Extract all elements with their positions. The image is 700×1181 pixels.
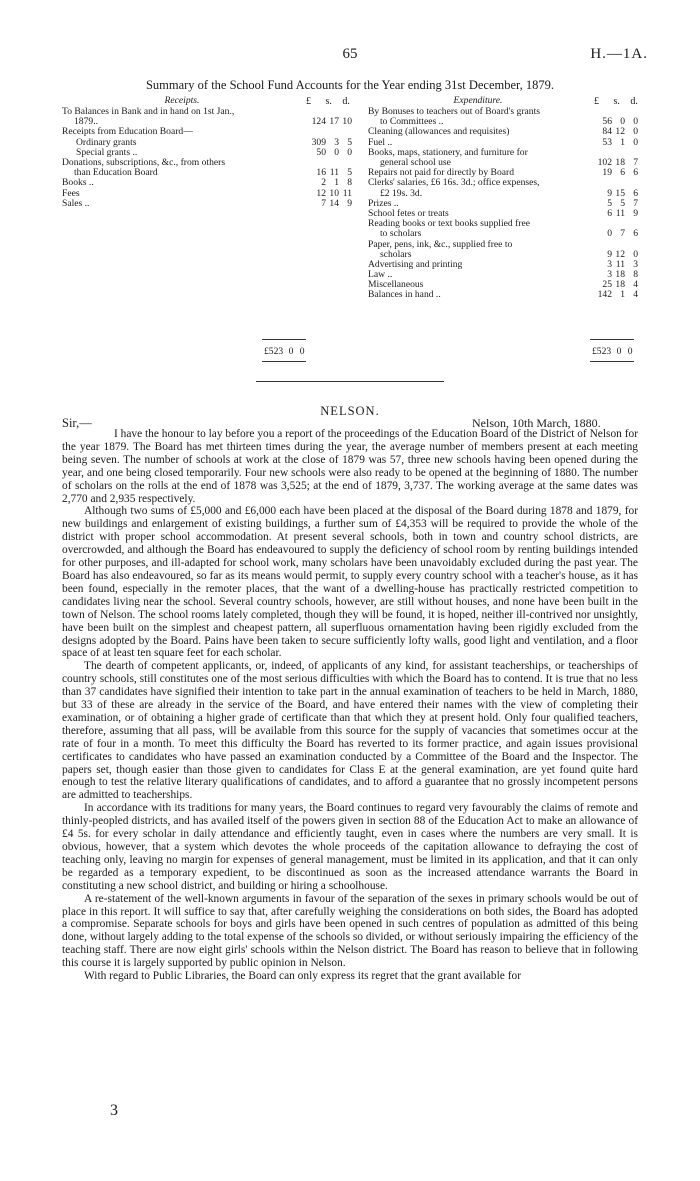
account-row-label-continuation: to scholars bbox=[380, 228, 422, 240]
amount-pence: 3 bbox=[633, 258, 638, 270]
amount-pence: 6 bbox=[633, 228, 638, 240]
account-row bbox=[368, 127, 640, 137]
report-paragraph: I have the honour to lay before you a report of the proceedings of the Education Board of the District of Nelson for the year 1879. The Board has met thirteen times during the year, the average number of members present at each meeting being seven. The number of schools at work at the close of 1879 was 57, three new schools having been opened during the year, and one being closed temporarily. Four new schools were also ready to be opened at the beginning of 1880. The number of scholars on the rolls at the end of 1878 was 3,525; at the end of 1879, 3,737. The working average at the same dates was 2,770 and 2,935 respectively. bbox=[62, 428, 638, 505]
account-row-label-continuation: £2 19s. 3d. bbox=[380, 187, 423, 199]
account-row-amount bbox=[590, 127, 638, 137]
account-row-label-text: Miscellaneous bbox=[368, 279, 424, 291]
amount-shillings: 0 bbox=[334, 146, 339, 158]
account-row bbox=[368, 219, 640, 239]
account-row-amount bbox=[590, 229, 638, 239]
account-row-amount bbox=[304, 117, 352, 127]
account-row bbox=[62, 199, 354, 209]
account-row-label-text: Fees bbox=[62, 187, 80, 199]
expenditure-total-rule bbox=[590, 339, 634, 340]
pence-header: d. bbox=[630, 96, 638, 107]
amount-shillings: 1 bbox=[620, 136, 625, 148]
account-row-label-text: By Bonuses to teachers out of Board's grants bbox=[368, 106, 540, 117]
amount-pounds: 9 bbox=[607, 248, 612, 260]
report-paragraph: The dearth of competent applicants, or, indeed, of applicants of any kind, for assistant teacherships, or teacherships of country schools, still constitutes one of the most serious difficulties with which the Board has to contend. It is true that no less than 37 candidates have signified their intention to take part in the annual examination of teachers to be held in March, 1880, but 33 of these are already in the service of the Board, and have entered their names with the view of completing their examination, or of obtaining a higher grade of certificate than that which they at present hold. Only four qualified teachers, therefore, assuming that all pass, will be available from this source for the supply of vacancies that sometimes occur at the rate of four in a month. To meet this difficulty the Board has reverted to its former practice, and again issues provisional certificates to candidates who have passed an examination conducted by a Committee of the Board and the Inspector. The papers set, though easier than those given to candidates for Class E at the general examination, are yet found quite hard enough to test the relative literary qualifications of candidates, and to afford a guarantee that no grossly incompetent persons are admitted to teacherships. bbox=[62, 660, 638, 802]
expenditure-account bbox=[368, 96, 640, 301]
pound-header: £ bbox=[594, 96, 599, 107]
account-row-label-continuation: to Committees .. bbox=[380, 116, 444, 128]
amount-shillings: 12 bbox=[615, 126, 625, 138]
account-row bbox=[62, 158, 354, 178]
amount-pence: 0 bbox=[347, 146, 352, 158]
signature-mark: 3 bbox=[110, 1102, 118, 1119]
amount-pence: 0 bbox=[633, 136, 638, 148]
account-row-amount bbox=[304, 148, 352, 158]
account-row-label bbox=[368, 290, 584, 300]
receipts-total-pounds: £523 bbox=[264, 346, 284, 357]
pence-header: d. bbox=[342, 96, 350, 107]
amount-pounds: 56 bbox=[602, 116, 612, 128]
account-row-label-text: Sales .. bbox=[62, 197, 90, 209]
amount-shillings: 0 bbox=[620, 116, 625, 128]
amount-pence: 6 bbox=[633, 167, 638, 179]
amount-pounds: 3 bbox=[607, 258, 612, 270]
account-row-amount bbox=[590, 209, 638, 219]
shilling-header: s. bbox=[613, 96, 620, 107]
amount-pence: 9 bbox=[633, 207, 638, 219]
receipts-rows bbox=[62, 107, 354, 209]
account-row-label-text: Reading books or text books supplied free bbox=[368, 218, 530, 230]
amount-shillings: 7 bbox=[620, 228, 625, 240]
amount-pence: 5 bbox=[347, 167, 352, 179]
receipts-total-pence: 0 bbox=[299, 346, 305, 357]
receipts-heading: Receipts. bbox=[164, 95, 200, 106]
account-row bbox=[368, 240, 640, 260]
amount-shillings: 1 bbox=[620, 289, 625, 301]
account-row-amount bbox=[590, 260, 638, 270]
account-row-label-text: Law .. bbox=[368, 269, 393, 281]
account-row-label-text: Books, maps, stationery, and furniture for bbox=[368, 146, 528, 158]
account-row-label-continuation: general school use bbox=[380, 156, 451, 168]
amount-pounds: 2 bbox=[321, 177, 326, 189]
account-row-amount bbox=[590, 138, 638, 148]
receipts-total-rule bbox=[262, 339, 306, 340]
amount-shillings: 5 bbox=[620, 197, 625, 209]
account-row-label bbox=[368, 240, 584, 260]
account-row bbox=[368, 178, 640, 198]
amount-pounds: 309 bbox=[311, 136, 326, 148]
account-row-label-text: Clerks' salaries, £6 16s. 3d.; office expenses, bbox=[368, 177, 540, 189]
amount-pounds: 6 bbox=[607, 207, 612, 219]
amount-shillings: 18 bbox=[615, 279, 625, 291]
account-row bbox=[62, 178, 354, 188]
account-row-label bbox=[62, 199, 298, 209]
amount-pounds: 9 bbox=[607, 187, 612, 199]
amount-pounds: 53 bbox=[602, 136, 612, 148]
report-title: NELSON. bbox=[320, 404, 380, 418]
amount-shillings: 1 bbox=[334, 177, 339, 189]
amount-pence: 9 bbox=[347, 197, 352, 209]
account-row-label bbox=[368, 178, 584, 198]
account-row-label-continuation: 1879.. bbox=[74, 116, 98, 128]
page-number: 65 bbox=[342, 46, 358, 62]
account-row-label bbox=[62, 178, 298, 188]
receipts-total-shillings: 0 bbox=[288, 346, 294, 357]
account-row-label bbox=[62, 189, 298, 199]
amount-shillings: 11 bbox=[615, 207, 625, 219]
document-reference: H.—1A. bbox=[590, 46, 648, 62]
account-row-label bbox=[368, 260, 584, 270]
account-row bbox=[62, 107, 354, 127]
amount-pence: 4 bbox=[633, 279, 638, 291]
amount-pence: 0 bbox=[633, 126, 638, 138]
amount-shillings: 11 bbox=[615, 258, 625, 270]
expenditure-heading: Expenditure. bbox=[453, 95, 503, 106]
report-paragraph: Although two sums of £5,000 and £6,000 each have been placed at the disposal of the Board during 1878 and 1879, for new buildings and enlargement of existing buildings, a further sum of £4,353 will be required to provide the whole of the district with proper school accommodation. At present several schools, both in town and country school districts, are overcrowded, and although the Board has endeavoured to supply the deficiency of school room by renting buildings intended for other purposes, and ill-adapted for school work, many scholars have been unavoidably excluded during the past year. The Board has also endeavoured, so far as its means would permit, to supply every country school with a teacher's house, as it has been found, especially in the remoter places, that the want of a dwelling-house has practically restricted competition to candidates living near the school. Several country schools, however, are still without houses, and none have been built in the town of Nelson. The school rooms lately completed, though they will be found, it is hoped, neither ill-contrived nor unsightly, have been built on the simplest and cheapest pattern, all superfluous ornamentation having been rigidly excluded from the designs adopted by the Board. Pains have been taken to secure sufficiently lofty walls, good light and ventilation, and a floor space of at least ten square feet for each scholar. bbox=[62, 505, 638, 660]
amount-pence: 4 bbox=[633, 289, 638, 301]
account-row-label bbox=[368, 219, 584, 239]
account-row-amount bbox=[590, 158, 638, 168]
account-row-amount bbox=[590, 199, 638, 209]
amount-shillings: 3 bbox=[334, 136, 339, 148]
amount-pence: 11 bbox=[342, 187, 352, 199]
account-row-amount bbox=[590, 168, 638, 178]
expenditure-rows bbox=[368, 107, 640, 301]
account-row-label-continuation: scholars bbox=[380, 248, 412, 260]
account-row-label-text: Cleaning (allowances and requisites) bbox=[368, 126, 510, 138]
account-row-amount bbox=[304, 138, 352, 148]
account-row-label-text: Advertising and printing bbox=[368, 258, 463, 270]
amount-pence: 7 bbox=[633, 156, 638, 168]
amount-pounds: 142 bbox=[597, 289, 612, 301]
account-row-label bbox=[368, 107, 584, 127]
amount-pounds: 50 bbox=[316, 146, 326, 158]
amount-shillings: 18 bbox=[615, 269, 625, 281]
account-row-label-text: Balances in hand .. bbox=[368, 289, 441, 301]
expenditure-total-shillings: 0 bbox=[616, 346, 622, 357]
account-row bbox=[368, 148, 640, 168]
amount-pence: 6 bbox=[633, 187, 638, 199]
amount-shillings: 6 bbox=[620, 167, 625, 179]
amount-pounds: 102 bbox=[597, 156, 612, 168]
amount-shillings: 14 bbox=[329, 197, 339, 209]
account-row-label-text: Ordinary grants bbox=[76, 136, 137, 148]
amount-pounds: 12 bbox=[316, 187, 326, 199]
account-row-label bbox=[368, 127, 584, 137]
section-divider bbox=[256, 381, 444, 382]
amount-pounds: 5 bbox=[607, 197, 612, 209]
amount-pence: 10 bbox=[342, 116, 352, 128]
amount-pounds: 124 bbox=[311, 116, 326, 128]
account-row-label-text: Fuel .. bbox=[368, 136, 393, 148]
account-row-label-text: School fetes or treats bbox=[368, 207, 449, 219]
shilling-header: s. bbox=[325, 96, 332, 107]
amount-pounds: 0 bbox=[607, 228, 612, 240]
amount-pounds: 84 bbox=[602, 126, 612, 138]
amount-pence: 5 bbox=[347, 136, 352, 148]
report-body bbox=[62, 428, 638, 983]
account-row-label-text: Paper, pens, ink, &c., supplied free to bbox=[368, 238, 513, 250]
amount-pounds: 25 bbox=[602, 279, 612, 291]
amount-shillings: 10 bbox=[329, 187, 339, 199]
summary-title: Summary of the School Fund Accounts for the Year ending 31st December, 1879. bbox=[145, 78, 555, 92]
account-row-amount bbox=[590, 250, 638, 260]
account-row-amount bbox=[304, 168, 352, 178]
expenditure-total-pounds: £523 bbox=[592, 346, 612, 357]
expenditure-total-pence: 0 bbox=[627, 346, 633, 357]
account-row-label-text: To Balances in Bank and in hand on 1st Jan., bbox=[62, 106, 235, 117]
account-row-label-text: Donations, subscriptions, &c., from others bbox=[62, 156, 226, 168]
amount-pence: 0 bbox=[633, 116, 638, 128]
account-row-label bbox=[368, 148, 584, 168]
amount-pounds: 7 bbox=[321, 197, 326, 209]
report-paragraph: In accordance with its traditions for many years, the Board continues to regard very favourably the claims of remote and thinly-peopled districts, and has availed itself of the powers given in section 88 of the Education Act to make an allowance of £4 5s. for every scholar in daily attendance and efficiently taught, even in cases where the numbers are very small. It is obvious, however, that a system which devotes the whole proceeds of the capitation allowance to defraying the cost of teaching only, leaving no margin for expenses of general management, must be limited in its application, and that it can only be regarded as a temporary expedient, to be discontinued as soon as the increased attendance warrants the Board in constituting a new school district, and building or hiring a schoolhouse. bbox=[62, 802, 638, 892]
amount-shillings: 15 bbox=[615, 187, 625, 199]
expenditure-total-underline bbox=[590, 361, 634, 362]
account-row-label-text: Repairs not paid for directly by Board bbox=[368, 167, 515, 179]
amount-pence: 7 bbox=[633, 197, 638, 209]
account-row-label-text: Special grants .. bbox=[76, 146, 138, 158]
account-row bbox=[368, 107, 640, 127]
amount-pence: 0 bbox=[633, 248, 638, 260]
report-paragraph: With regard to Public Libraries, the Board can only express its regret that the grant available for bbox=[84, 970, 521, 983]
account-row bbox=[368, 260, 640, 270]
account-row bbox=[368, 290, 640, 300]
dateline: Nelson, 10th March, 1880. bbox=[472, 416, 601, 430]
salutation: Sir,— bbox=[62, 416, 92, 430]
account-row-amount bbox=[304, 189, 352, 199]
account-row-label-continuation: than Education Board bbox=[74, 167, 158, 179]
account-row-amount bbox=[590, 270, 638, 280]
account-row-amount bbox=[304, 199, 352, 209]
account-row bbox=[62, 189, 354, 199]
receipts-total bbox=[264, 346, 305, 357]
account-row-amount bbox=[590, 290, 638, 300]
account-row-amount bbox=[590, 117, 638, 127]
amount-shillings: 11 bbox=[329, 167, 339, 179]
account-row-label bbox=[62, 107, 298, 127]
account-row-label-text: Books .. bbox=[62, 177, 94, 189]
amount-shillings: 17 bbox=[329, 116, 339, 128]
receipts-account bbox=[62, 96, 354, 209]
amount-shillings: 18 bbox=[615, 156, 625, 168]
report-paragraph: A re-statement of the well-known arguments in favour of the separation of the sexes in primary schools would be out of place in this report. It will suffice to say that, after carefully weighing the considerations on both sides, the Board has adopted a compromise. Separate schools for boys and girls have been opened in such centres of population as admitted of this being done, without largely adding to the total expense of the schools so divided, or without seriously impairing the efficiency of the teaching staff. There are now eight girls' schools within the Nelson district. The Board has reason to believe that in following this course it is largely supported by public opinion in Nelson. bbox=[62, 892, 638, 970]
amount-pounds: 3 bbox=[607, 269, 612, 281]
account-row-label-text: Receipts from Education Board— bbox=[62, 126, 193, 138]
amount-pounds: 16 bbox=[316, 167, 326, 179]
receipts-total-underline bbox=[262, 361, 306, 362]
account-row-amount bbox=[590, 189, 638, 199]
amount-pounds: 19 bbox=[602, 167, 612, 179]
account-row-label bbox=[62, 158, 298, 178]
account-row-label-text: Prizes .. bbox=[368, 197, 399, 209]
expenditure-total bbox=[592, 346, 633, 357]
amount-pence: 8 bbox=[633, 269, 638, 281]
pound-header: £ bbox=[306, 96, 311, 107]
amount-pence: 8 bbox=[347, 177, 352, 189]
amount-shillings: 12 bbox=[615, 248, 625, 260]
